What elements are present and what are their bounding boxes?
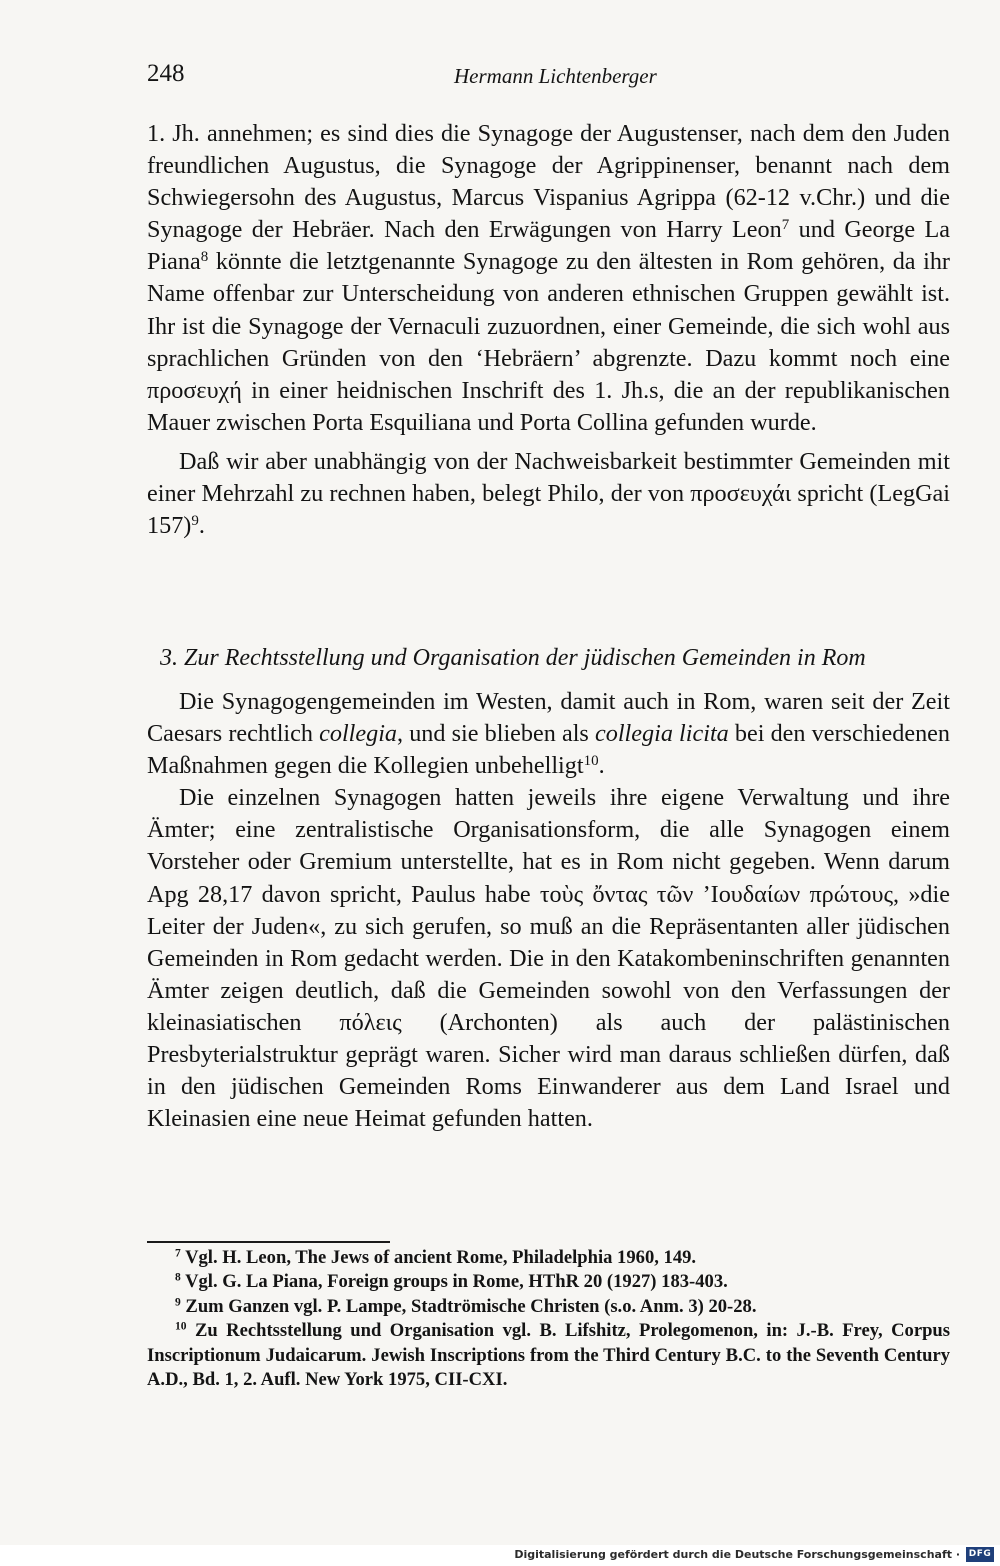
page-number: 248	[147, 60, 185, 87]
footnote-divider	[147, 1241, 390, 1243]
text-run: 1. Jh. annehmen; es sind dies die Synagoge der Augustenser, nach dem den Juden freundlichen Augustus, die Synagoge der Agrippinenser, benannt nach dem Schwiegersohn des Augustus, Marcus Vispanius Agrippa (62-12 v.Chr.) und die Synagoge der Hebräer. Nach den Erwägungen von Harry Leon	[147, 120, 950, 244]
footnote-ref: 7	[781, 217, 790, 234]
running-head: Hermann Lichtenberger	[454, 64, 657, 88]
footnote-number: 7	[175, 1247, 181, 1260]
paragraph	[147, 686, 950, 782]
page-header	[147, 60, 948, 100]
footnote	[147, 1319, 950, 1392]
text-run: und George La Piana	[147, 216, 950, 276]
footnote-text: Zum Ganzen vgl. P. Lampe, Stadtrömische Christen (s.o. Anm. 3) 20-28.	[180, 1295, 757, 1317]
text-run: Die Synagogengemeinden im Westen, damit auch in Rom, waren seit der Zeit Caesars rechtlich	[147, 688, 950, 748]
paragraph: Die einzelnen Synagogen hatten jeweils ihre eigene Verwaltung und ihre Ämter; eine zentralistische Organisationsform, die alle Synagogen einem Vorsteher oder Gremium unterstellte, hat es in Rom nicht gegeben. Wenn darum Apg 28,17 davon spricht, Paulus habe τοὺς ὄντας τῶν ’Ιουδαίων πρώτους, »die Leiter der Juden«, zu sich gerufen, so muß an die Repräsentanten aller jüdischen Gemeinden in Rom gedacht werden. Die in den Katakombeninschriften genannten Ämter zeigen deutlich, daß die Gemeinden sowohl von den Verfassungen der kleinasiatischen πόλεις (Archonten) als auch der palästinischen Presbyterialstruktur geprägt waren. Sicher wird man daraus schließen dürfen, daß in den jüdischen Gemeinden Roms Einwanderer aus dem Land Israel und Kleinasien eine neue Heimat gefunden hatten.	[147, 784, 950, 1133]
footnote	[147, 1295, 950, 1319]
text-run: Daß wir aber unabhängig von der Nachweisbarkeit bestimmter Gemeinden mit einer Mehrzahl zu rechnen haben, belegt Philo, der von προσευχάι spricht (LegGai 157)	[147, 447, 950, 540]
section-2-text	[147, 686, 950, 1135]
footnote-ref: 10	[583, 752, 599, 769]
text-run: bei den verschiedenen Maßnahmen gegen die Kollegien unbehelligt	[147, 720, 950, 780]
section-heading: 3. Zur Rechtsstellung und Organisation der jüdischen Gemeinden in Rom	[160, 645, 866, 671]
footnote-ref: 8	[200, 249, 209, 266]
footnote-text: Vgl. H. Leon, The Jews of ancient Rome, Philadelphia 1960, 149.	[180, 1247, 697, 1268]
footnote-number: 10	[175, 1320, 187, 1333]
text-run: , und sie blieben als	[397, 720, 595, 748]
funding-credit: Digitalisierung gefördert durch die Deutsche Forschungsgemeinschaft ·	[514, 1548, 960, 1561]
section-1-text	[147, 118, 950, 542]
text-run: könnte die letztgenannte Synagoge zu den ältesten in Rom gehören, da ihr Name offenbar zur Unterscheidung von anderen ethnischen Gruppen gewählt ist. Ihr ist die Synagoge der Vernaculi zuzuordnen, einer Gemeinde, die sich wohl aus sprachlichen Gründen von den ‘Hebräern’ abgrenzte. Dazu kommt noch eine προσευχή in einer heidnischen Inschrift des 1. Jh.s, die an der republikanischen Mauer zwischen Porta Esquiliana und Porta Collina gefunden wurde.	[147, 248, 950, 436]
footnote-number: 9	[175, 1296, 181, 1309]
text-run: .	[598, 752, 605, 780]
paragraph	[147, 118, 950, 439]
footnote-ref: 9	[191, 512, 199, 529]
emphasis: collegia licita	[595, 720, 729, 748]
dfg-logo: DFG	[966, 1547, 994, 1562]
emphasis: collegia	[319, 720, 398, 748]
footnote-text: Zu Rechtsstellung und Organisation vgl. B. Lifshitz, Prolegomenon, in: J.-B. Frey, Corpus Inscriptionum Judaicarum. Jewish Inscriptions from the Third Century B.C. to the Seventh Century A.D., Bd. 1, 2. Aufl. New York 1975, CII-CXI.	[147, 1320, 950, 1391]
footnote-number: 8	[175, 1272, 181, 1285]
paragraph	[147, 446, 950, 542]
footnote	[147, 1246, 950, 1270]
digitization-footer	[0, 1545, 1000, 1566]
footnotes	[147, 1246, 950, 1392]
footnote-text: Vgl. G. La Piana, Foreign groups in Rome, HThR 20 (1927) 183-403.	[180, 1271, 728, 1293]
footnote	[147, 1270, 950, 1294]
text-run: .	[198, 512, 205, 540]
